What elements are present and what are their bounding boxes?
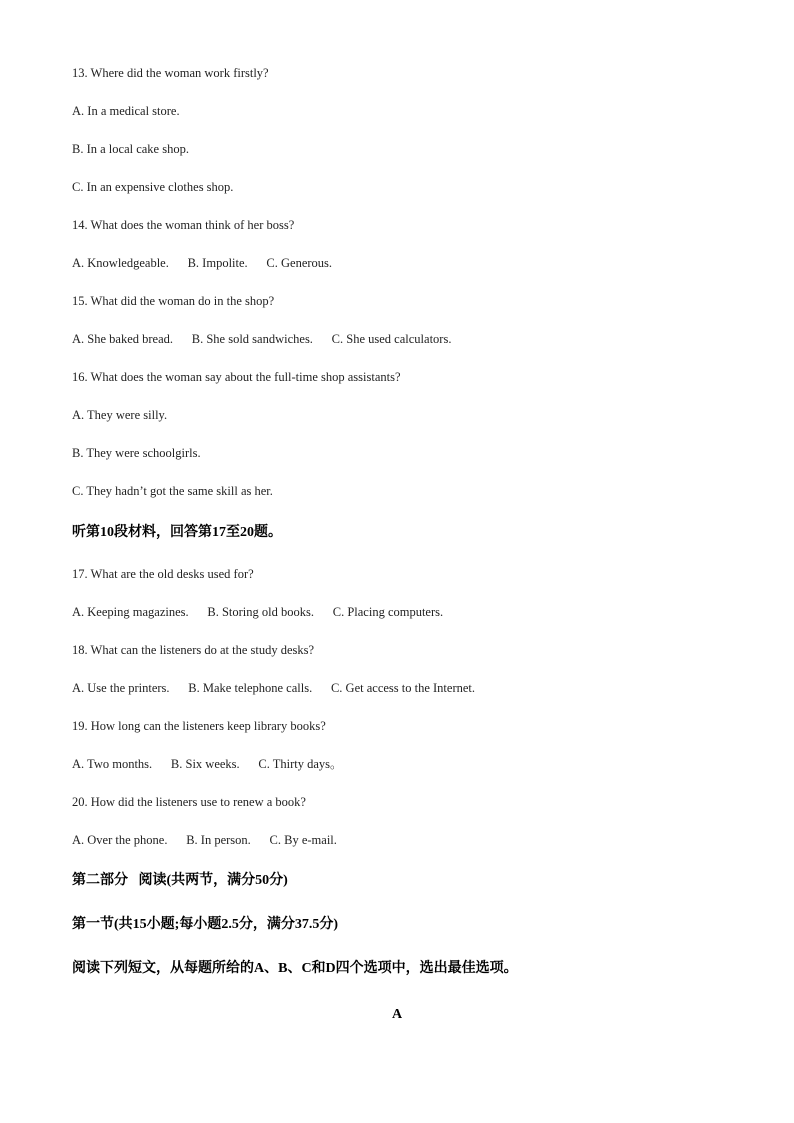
question-14: 14. What does the woman think of her boss?: [72, 218, 295, 232]
section-instruction-10: 听第10段材料，回答第17至20题。: [72, 525, 282, 540]
part-two-heading: 第二部分 阅读(共两节，满分50分): [72, 873, 288, 888]
q14-options: A. Knowledgeable. B. Impolite. C. Generous.: [72, 256, 333, 270]
question-18: 18. What can the listeners do at the study desks?: [72, 643, 315, 657]
section-one-heading: 第一节(共15小题;每小题2.5分，满分37.5分): [72, 917, 338, 932]
q16-option-c: C. They hadn’t got the same skill as her.: [72, 484, 273, 498]
q13-option-b: B. In a local cake shop.: [72, 142, 189, 156]
question-13: 13. Where did the woman work firstly?: [72, 66, 269, 80]
q13-option-c: C. In an expensive clothes shop.: [72, 180, 234, 194]
q17-options: A. Keeping magazines. B. Storing old books. C. Placing computers.: [72, 605, 444, 619]
q16-option-a: A. They were silly.: [72, 408, 168, 422]
q19-options: A. Two months. B. Six weeks. C. Thirty days。: [72, 757, 343, 771]
question-17: 17. What are the old desks used for?: [72, 567, 254, 581]
question-15: 15. What did the woman do in the shop?: [72, 294, 275, 308]
q15-options: A. She baked bread. B. She sold sandwiches. C. She used calculators.: [72, 332, 452, 346]
question-16: 16. What does the woman say about the full-time shop assistants?: [72, 370, 401, 384]
q18-options: A. Use the printers. B. Make telephone calls. C. Get access to the Internet.: [72, 681, 476, 695]
q20-options: A. Over the phone. B. In person. C. By e-mail.: [72, 833, 337, 847]
reading-instruction: 阅读下列短文，从每题所给的A、B、C和D四个选项中，选出最佳选项。: [72, 961, 518, 976]
question-19: 19. How long can the listeners keep library books?: [72, 719, 326, 733]
question-20: 20. How did the listeners use to renew a book?: [72, 795, 306, 809]
q16-option-b: B. They were schoolgirls.: [72, 446, 201, 460]
passage-label: A: [391, 1007, 403, 1022]
q13-option-a: A. In a medical store.: [72, 104, 180, 118]
